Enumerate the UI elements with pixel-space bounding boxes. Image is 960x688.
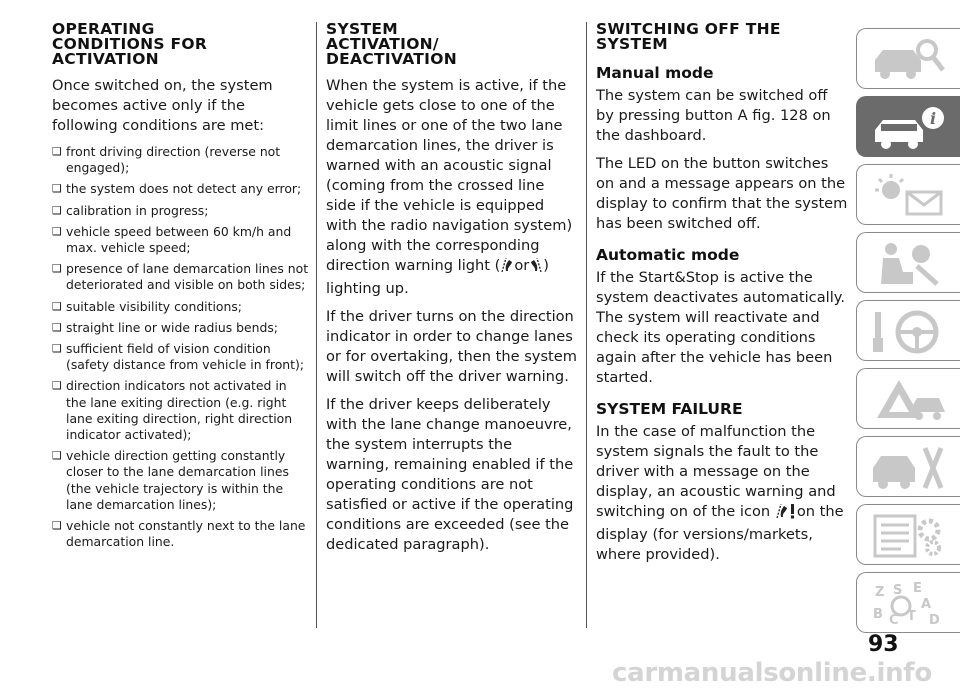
activation-paragraph-1 bbox=[326, 76, 578, 299]
svg-text:i: i bbox=[929, 109, 937, 128]
system-failure-paragraph bbox=[596, 422, 848, 565]
lane-failure-icon bbox=[775, 503, 797, 525]
steering-wheel-icon bbox=[869, 308, 949, 354]
svg-text:B: B bbox=[873, 607, 883, 622]
activation-paragraph-2: If the driver turns on the direction indicator in order to change lanes or for overtaking, then the system will switch off the driver warning. bbox=[326, 308, 577, 385]
tab-knowing-your-car[interactable] bbox=[856, 28, 960, 89]
condition-item: ❑ vehicle not constantly next to the lane demarcation line. bbox=[52, 518, 310, 550]
document-gear-icon bbox=[869, 512, 949, 558]
car-info-icon bbox=[869, 104, 949, 150]
operating-conditions-intro: Once switched on, the system becomes active only if the following conditions are met: bbox=[52, 77, 273, 134]
tab-technical-data[interactable] bbox=[856, 504, 960, 565]
svg-text:D: D bbox=[929, 613, 940, 626]
operating-conditions-column bbox=[52, 22, 310, 555]
activation-p1-or: or bbox=[514, 257, 530, 274]
operating-conditions-heading: OPERATING CONDITIONS FOR ACTIVATION bbox=[52, 20, 208, 68]
manual-mode-title: Manual mode bbox=[596, 64, 714, 82]
svg-text:Z: Z bbox=[875, 585, 885, 600]
condition-item: ❑ the system does not detect any error; bbox=[52, 181, 310, 197]
footer-watermark: carmanualsonline.info bbox=[612, 658, 932, 688]
automatic-mode-paragraph: If the Start&Stop is active the system deactivates automatically. The system will reactivate and check its operating conditions again after the vehicle has been started. bbox=[596, 269, 845, 386]
condition-item: ❑ vehicle direction getting constantly closer to the lane demarcation lines (the vehicle trajectory is within the lane demarcation lines); bbox=[52, 448, 310, 513]
car-tools-icon bbox=[869, 444, 949, 490]
svg-text:S: S bbox=[893, 583, 903, 598]
svg-text:E: E bbox=[913, 581, 922, 596]
column-divider-2 bbox=[586, 22, 587, 628]
condition-item: ❑ calibration in progress; bbox=[52, 203, 310, 219]
condition-item: ❑ presence of lane demarcation lines not deteriorated and visible on both sides; bbox=[52, 261, 310, 293]
activation-column bbox=[326, 22, 578, 563]
tab-emergency[interactable] bbox=[856, 368, 960, 429]
tab-seats-airbags[interactable] bbox=[856, 232, 960, 293]
tab-starting-driving[interactable] bbox=[856, 300, 960, 361]
condition-item: ❑ straight line or wide radius bends; bbox=[52, 320, 310, 336]
tab-maintenance[interactable] bbox=[856, 436, 960, 497]
switch-off-heading: SWITCHING OFF THE SYSTEM bbox=[596, 20, 781, 53]
activation-heading: SYSTEM ACTIVATION/ DEACTIVATION bbox=[326, 20, 457, 68]
switch-off-column bbox=[596, 22, 848, 573]
page-number: 93 bbox=[868, 632, 899, 657]
tab-safety[interactable] bbox=[856, 96, 960, 157]
system-failure-title: SYSTEM FAILURE bbox=[596, 400, 743, 418]
activation-p1-text: When the system is active, if the vehicle gets close to one of the limit lines or one of the two lane demarcation lines, the driver is warned with an acoustic signal (coming from the crossed line side if the vehicle is equipped with the radio navigation system) along with the corresponding direction warning light ( bbox=[326, 77, 573, 274]
conditions-list bbox=[52, 144, 310, 550]
chapter-tabs bbox=[856, 28, 960, 640]
seat-airbag-icon bbox=[869, 240, 949, 286]
car-magnifier-icon bbox=[869, 36, 949, 82]
condition-item: ❑ front driving direction (reverse not engaged); bbox=[52, 144, 310, 176]
svg-text:A: A bbox=[921, 597, 932, 612]
condition-item: ❑ vehicle speed between 60 km/h and max. vehicle speed; bbox=[52, 224, 310, 256]
condition-item: ❑ sufficient field of vision condition (safety distance from vehicle in front); bbox=[52, 341, 310, 373]
failure-text: In the case of malfunction the system signals the fault to the driver with a message on the display, an acoustic warning and switching on of the icon bbox=[596, 423, 836, 520]
failure-text-end: on the display (for versions/markets, where provided). bbox=[596, 503, 844, 563]
hazard-triangle-icon bbox=[869, 376, 949, 422]
manual-mode-paragraph-1: The system can be switched off by pressing button A fig. 128 on the dashboard. bbox=[596, 87, 831, 144]
tab-warning-lights[interactable] bbox=[856, 164, 960, 225]
manual-mode-paragraph-2: The LED on the button switches on and a message appears on the display to confirm that the system has been switched off. bbox=[596, 155, 848, 232]
warning-lights-icon bbox=[869, 172, 949, 218]
activation-p1-end: ) lighting up. bbox=[326, 257, 549, 297]
svg-text:T: T bbox=[907, 609, 916, 624]
condition-item: ❑ suitable visibility conditions; bbox=[52, 299, 310, 315]
column-divider-1 bbox=[316, 22, 317, 628]
tab-index[interactable] bbox=[856, 572, 960, 633]
activation-paragraph-3: If the driver keeps deliberately with the lane change manoeuvre, the system interrupts the warning, remaining enabled if the operating conditions are not satisfied or active if the operating conditions are exceeded (see the dedicated paragraph). bbox=[326, 396, 574, 553]
alphabet-index-icon bbox=[869, 580, 949, 626]
lane-left-warning-icon bbox=[500, 257, 514, 279]
condition-item: ❑ direction indicators not activated in the lane exiting direction (e.g. right lane exiting direction, right direction indicator activated); bbox=[52, 378, 310, 443]
automatic-mode-title: Automatic mode bbox=[596, 246, 740, 264]
svg-text:C: C bbox=[889, 613, 899, 626]
lane-right-warning-icon bbox=[529, 257, 543, 279]
